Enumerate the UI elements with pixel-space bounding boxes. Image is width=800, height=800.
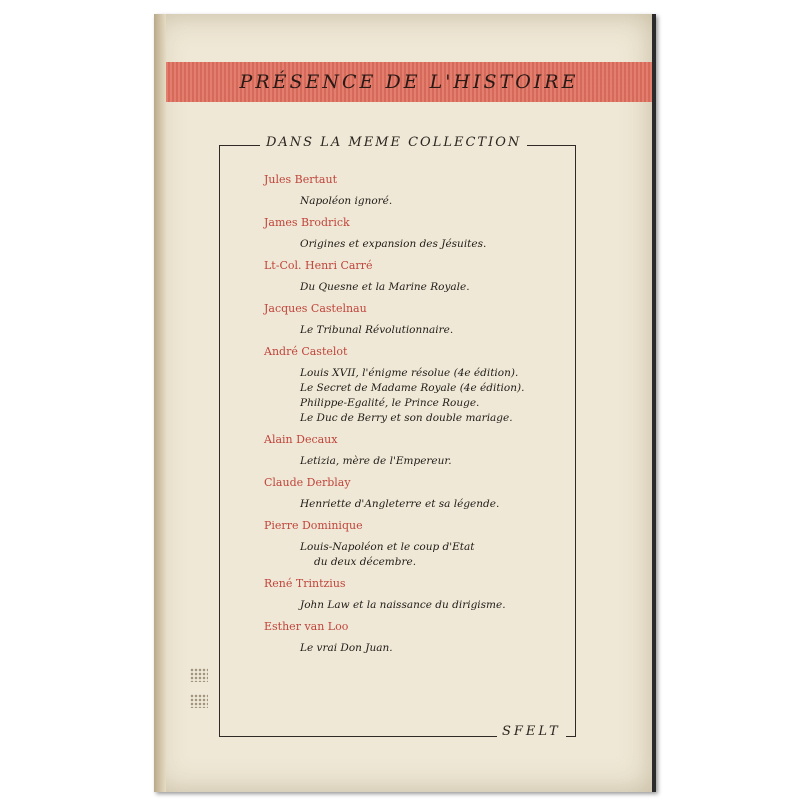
book-title: Le Duc de Berry et son double mariage. xyxy=(300,412,513,424)
author-name: René Trintzius xyxy=(264,577,346,590)
list-item xyxy=(264,258,564,295)
publisher-imprint: SFELT xyxy=(497,724,566,739)
book-back-cover xyxy=(154,14,656,792)
title-band xyxy=(166,62,652,102)
list-item xyxy=(264,576,564,613)
book-title: Louis-Napoléon et le coup d'Etat xyxy=(300,541,475,553)
author-name: Jules Bertaut xyxy=(264,173,337,186)
book-title: John Law et la naissance du dirigisme. xyxy=(300,599,506,611)
list-item xyxy=(264,518,564,570)
list-item xyxy=(264,215,564,252)
book-title: Henriette d'Angleterre et sa légende. xyxy=(300,498,500,510)
author-name: Esther van Loo xyxy=(264,620,349,633)
book-title: Du Quesne et la Marine Royale. xyxy=(300,281,470,293)
collection-label: DANS LA MEME COLLECTION xyxy=(260,135,527,150)
list-item xyxy=(264,172,564,209)
series-title: PRÉSENCE DE L'HISTOIRE xyxy=(239,71,579,93)
author-name: André Castelot xyxy=(264,345,348,358)
book-title: Napoléon ignoré. xyxy=(300,195,393,207)
entries-list xyxy=(264,172,564,662)
spine-edge xyxy=(154,14,166,792)
author-name: Claude Derblay xyxy=(264,476,351,489)
list-item xyxy=(264,619,564,656)
book-title: Le vrai Don Juan. xyxy=(300,642,393,654)
book-title: Philippe-Egalité, le Prince Rouge. xyxy=(300,397,480,409)
book-title: Le Secret de Madame Royale (4e édition). xyxy=(300,382,525,394)
book-title: Letizia, mère de l'Empereur. xyxy=(300,455,452,467)
book-title: Le Tribunal Révolutionnaire. xyxy=(300,324,454,336)
book-title: du deux décembre. xyxy=(314,556,417,568)
list-item xyxy=(264,432,564,469)
dot-ornament-icon xyxy=(190,694,208,708)
dot-ornament-icon xyxy=(190,668,208,682)
author-name: Alain Decaux xyxy=(264,433,338,446)
author-name: James Brodrick xyxy=(264,216,350,229)
author-name: Lt-Col. Henri Carré xyxy=(264,259,373,272)
book-title: Origines et expansion des Jésuites. xyxy=(300,238,487,250)
list-item xyxy=(264,301,564,338)
list-item xyxy=(264,344,564,426)
list-item xyxy=(264,475,564,512)
author-name: Pierre Dominique xyxy=(264,519,363,532)
book-title: Louis XVII, l'énigme résolue (4e édition). xyxy=(300,367,519,379)
author-name: Jacques Castelnau xyxy=(264,302,367,315)
